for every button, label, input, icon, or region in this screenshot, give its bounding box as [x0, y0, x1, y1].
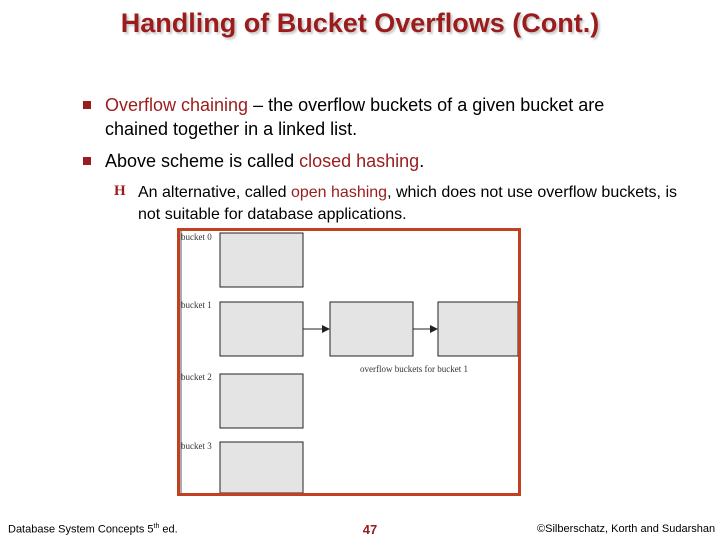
- bullet-overflow-chaining: [105, 93, 695, 141]
- bucket-1-box: [220, 302, 303, 356]
- bucket-0-box: [220, 233, 303, 287]
- bucket-3-box: [220, 442, 303, 493]
- term-closed-hashing: closed hashing: [299, 151, 420, 171]
- bucket-1-label: bucket 1: [181, 300, 212, 310]
- footer-sup: th: [153, 523, 160, 530]
- sub-bullet-icon: H: [114, 183, 126, 199]
- bullet-text-cont: chained together in a linked list.: [105, 119, 358, 139]
- bucket-2-label: bucket 2: [181, 372, 212, 382]
- bullet-closed-hashing: [105, 149, 695, 173]
- bullet-text-end: .: [419, 151, 425, 171]
- overflow-bucket-2: [438, 302, 518, 356]
- sub-text-end: , which does not use overflow buckets, is not suitable for database applications.: [138, 184, 677, 223]
- overflow-chaining-diagram: [177, 228, 521, 496]
- footer-right: ©Silberschatz, Korth and Sudarshan: [537, 523, 716, 535]
- footer-book: Database System Concepts 5: [8, 523, 154, 536]
- bullet-text: – the overflow buckets of a given bucket are: [248, 95, 605, 115]
- bucket-0-label: bucket 0: [181, 232, 212, 242]
- bullet-marker: [83, 157, 91, 165]
- bucket-2-box: [220, 374, 303, 428]
- bucket-3-label: bucket 3: [181, 441, 212, 451]
- bullet-marker: [83, 101, 91, 109]
- slide-title: Handling of Bucket Overflows (Cont.): [120, 8, 600, 38]
- footer-edition: ed.: [159, 523, 178, 536]
- bullet-text: Above scheme is called: [105, 151, 300, 171]
- term-overflow-chaining: Overflow chaining: [105, 95, 249, 115]
- term-open-hashing: open hashing: [290, 184, 388, 201]
- sub-bullet-open-hashing: [138, 182, 698, 226]
- footer-left: [8, 523, 178, 536]
- page-number: 47: [362, 522, 378, 537]
- overflow-caption: overflow buckets for bucket 1: [360, 364, 468, 374]
- overflow-bucket-1: [330, 302, 413, 356]
- sub-text: An alternative, called: [138, 184, 291, 201]
